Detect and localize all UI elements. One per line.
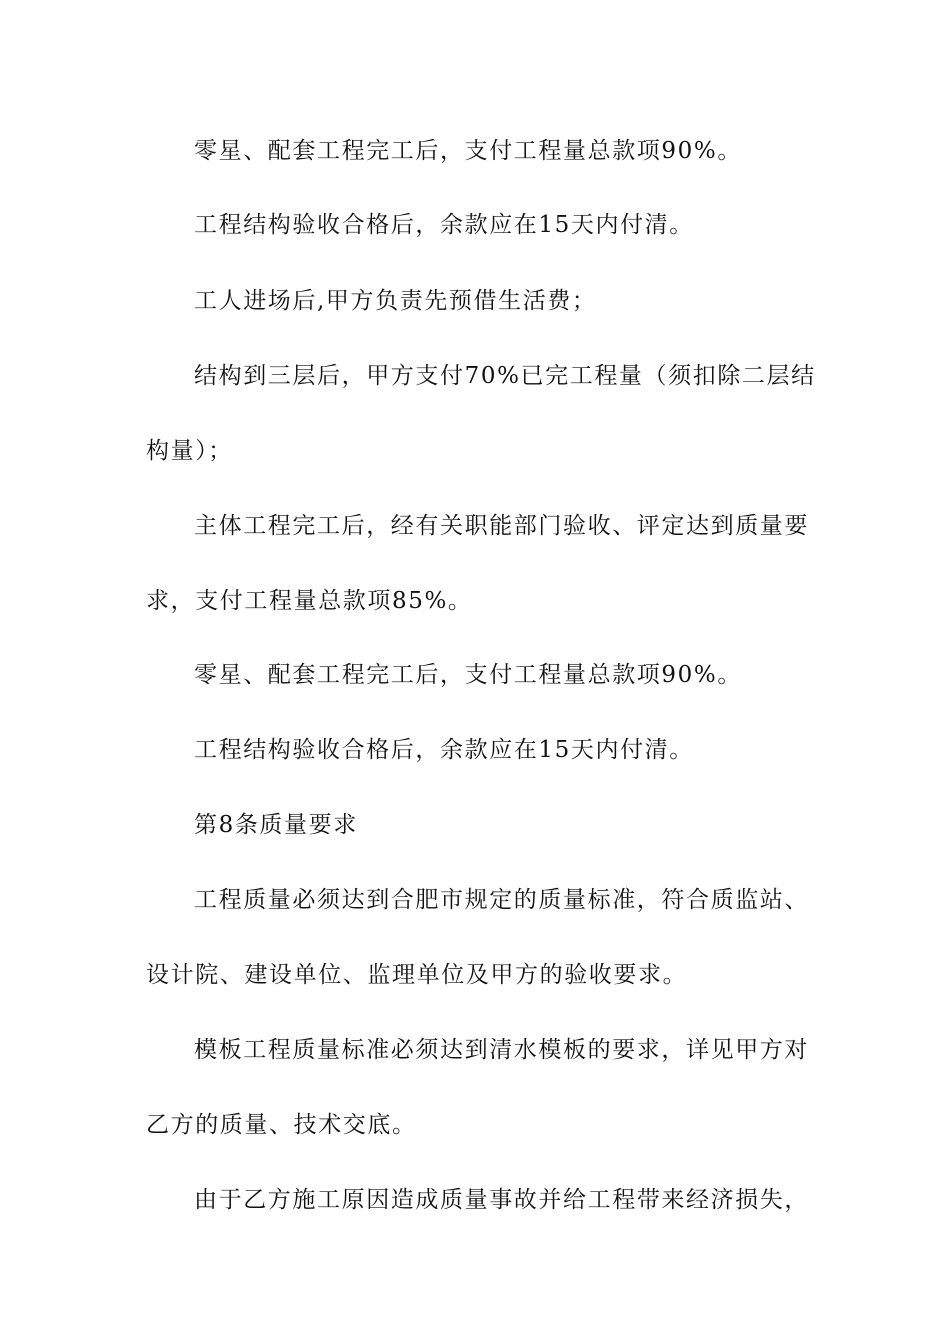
section-heading: 第8条质量要求: [194, 812, 358, 838]
paragraph-line: 模板工程质量标准必须达到清水模板的要求，详见甲方对: [194, 1037, 809, 1063]
paragraph-line: 工程质量必须达到合肥市规定的质量标准，符合质监站、: [194, 887, 809, 913]
paragraph-line: 零星、配套工程完工后，支付工程量总款项90%。: [194, 662, 742, 688]
paragraph-line: 构量）；: [146, 438, 233, 464]
paragraph-line: 结构到三层后，甲方支付70%已完工程量（须扣除二层结: [194, 363, 816, 389]
paragraph-line: 工程结构验收合格后，余款应在15天内付清。: [194, 212, 694, 238]
paragraph-line: 乙方的质量、技术交底。: [146, 1112, 417, 1138]
paragraph-line: 由于乙方施工原因造成质量事故并给工程带来经济损失，: [194, 1187, 809, 1213]
paragraph-line: 求，支付工程量总款项85%。: [146, 588, 473, 614]
paragraph-line: 工人进场后,甲方负责先预借生活费；: [194, 288, 597, 314]
paragraph-line: 零星、配套工程完工后，支付工程量总款项90%。: [194, 138, 742, 164]
paragraph-line: 工程结构验收合格后，余款应在15天内付清。: [194, 737, 694, 763]
paragraph-line: 设计院、建设单位、监理单位及甲方的验收要求。: [146, 962, 688, 988]
paragraph-line: 主体工程完工后，经有关职能部门验收、评定达到质量要: [194, 513, 809, 539]
